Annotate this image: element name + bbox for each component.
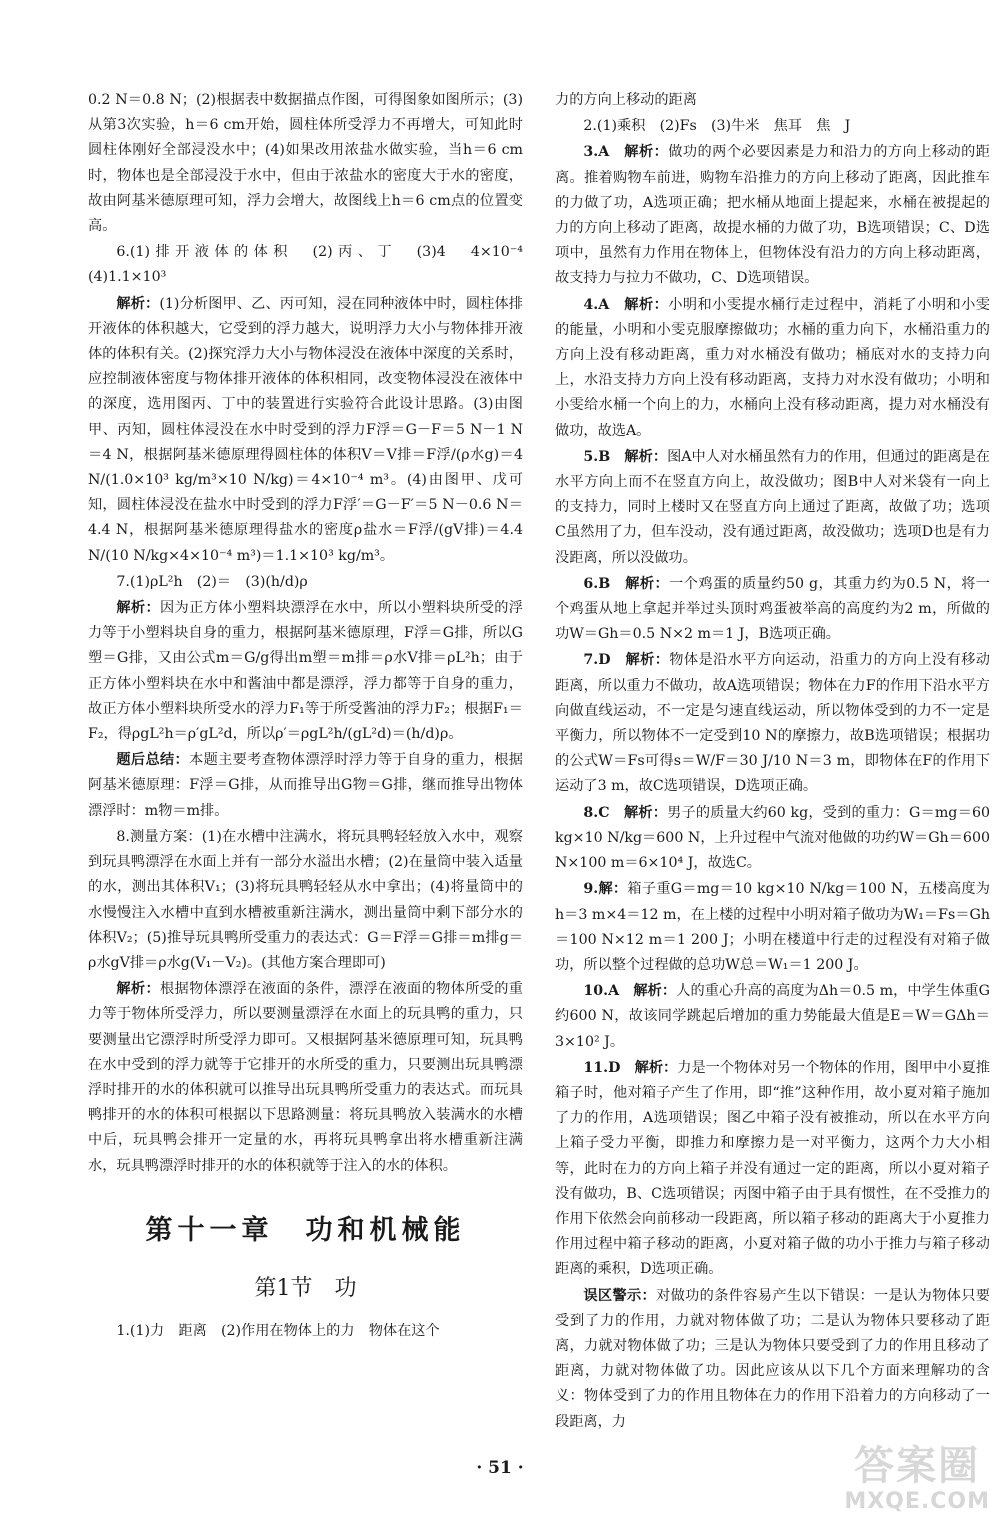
watermark-url: MXQE.COM xyxy=(844,1489,990,1514)
q7-answer: 7.(1)ρL²h (2)＝ (3)(h/d)ρ xyxy=(116,573,308,590)
q10-answer xyxy=(555,979,990,1055)
chapter-title: 第十一章 功和机械能 xyxy=(145,1214,466,1246)
answer-head: 5.B 解析： xyxy=(583,448,668,465)
watermark xyxy=(844,1443,990,1514)
answer-head: 9.解： xyxy=(583,881,628,898)
q8-analysis xyxy=(88,977,523,1179)
answer-head: 7.D 解析： xyxy=(583,652,670,669)
answer-head: 3.A 解析： xyxy=(583,144,669,161)
q8-answer xyxy=(555,801,990,877)
answer-head: 10.A 解析： xyxy=(583,983,677,1000)
answer-text: 物体是沿水平方向运动，沿重力的方向上没有移动距离，所以重力不做功，故A选项错误；物体在力F的作用下沿水平方向做直线运动，不一定是匀速直线运动，所以物体受到的力不一定是平衡力，所以物体不一定受到10 N的摩擦力，故B选项错误；根据功的公式W＝Fs可得s＝W/F＝30 J/10 N＝3 m，即物体在F的作用下运动了3 m，故C选项错误，D选项正确。 xyxy=(555,652,990,795)
analysis-label: 解析： xyxy=(116,981,160,998)
q3-answer xyxy=(555,140,990,291)
mistake-warning xyxy=(555,1284,990,1435)
answer-text: 小明和小雯提水桶行走过程中，消耗了小明和小雯的能量，小明和小雯克服摩擦做功；水桶的重力向下，水桶沿重力的方向上没有移动距离，重力对水桶没有做功；桶底对水的支持力向上，水沿支持力方向上没有移动距离，支持力对水没有做功；小明和小雯给水桶一个向上的力，水桶向上没有移动距离，提力对水桶没有做功，故选A。 xyxy=(555,296,990,439)
q7-analysis xyxy=(88,596,523,747)
q5-answer xyxy=(555,445,990,571)
q7-summary xyxy=(88,748,523,824)
section-title: 第1节 功 xyxy=(254,1275,357,1301)
answer-text: 图A中人对水桶虽然有力的作用，但通过的距离是在水平方向上而不在竖直方向上，故没做功；图B中人对米袋有一向上的支持力，同时上楼时又在竖直方向上通过了距离，故做了功；选项C虽然用了力，但车没动，没有通过距离，故没做功；选项D也是有力没距离，所以没做功。 xyxy=(555,448,990,566)
page-number: · 51 · xyxy=(476,1458,524,1478)
summary-text: 本题主要考查物体漂浮时浮力等于自身的重力，根据阿基米德原理：F浮＝G排，从而推导出G物＝G排，继而推导出物体漂浮时：m物＝m排。 xyxy=(88,752,523,819)
summary-label: 题后总结： xyxy=(116,752,190,769)
analysis-text: (1)分析图甲、乙、丙可知，浸在同种液体中时，圆柱体排开液体的体积越大，它受到的浮力越大，说明浮力大小与物体排开液体的体积有关。(2)探究浮力大小与物体浸没在液体中深度的关系时，应控制液体密度与物体排开液体的体积相同，改变物体浸没在液体中的深度，选用图丙、丁中的装置进行实验符合此设计思路。(3)由图甲、丙知，圆柱体浸没在水中时受到的浮力F浮＝G－F＝5 N－1 N＝4 N，根据阿基米德原理得圆柱体的体积V＝V排＝F浮/(ρ水g)＝4 N/(1.0×10³ kg/m³×10 N/kg)＝4×10⁻⁴ m³。(4)由图甲、戊可知，圆柱体浸没在盐水中时受到的浮力F浮′＝G－F′＝5 N－0.6 N＝4.4 N，根据阿基米德原理得盐水的密度ρ盐水＝F浮/(gV排)＝4.4 N/(10 N/kg×4×10⁻⁴ m³)＝1.1×10³ kg/m³。 xyxy=(88,295,523,564)
warning-label: 误区警示： xyxy=(583,1287,657,1304)
answer-text: 力是一个物体对另一个物体的作用，图甲中小夏推箱子时，他对箱子产生了作用，即“推”这种作用，故小夏对箱子施加了力的作用，A选项错误；图乙中箱子没有被推动，所以在水平方向上箱子受力平衡，即推力和摩擦力是一对平衡力，这两个力大小相等，此时在力的方向上箱子并没有通过一定的距离，所以小夏对箱子没有做功，B、C选项错误；丙图中箱子由于具有惯性，在不受推力的作用下依然会向前移动一段距离，所以箱子移动的距离大于小夏推力作用过程中箱子移动的距离，小夏对箱子做的功小于推力与箱子移动距离的乘积，D选项正确。 xyxy=(555,1059,990,1278)
q4-answer xyxy=(555,293,990,444)
q6-answer xyxy=(555,572,990,648)
analysis-label: 解析： xyxy=(116,600,160,617)
left-column xyxy=(88,88,538,1345)
right-column xyxy=(555,88,990,1436)
watermark-logo: 答案圈 xyxy=(854,1443,981,1489)
answer-text: 男子的质量大约60 kg，受到的重力：G＝mg＝60 kg×10 N/kg＝600 N，上升过程中气流对他做的功约W＝Gh＝600 N×100 m＝6×10⁴ J，故选C。 xyxy=(555,804,990,872)
q2-answer: 2.(1)乘积 (2)Fs (3)牛米 焦耳 焦 J xyxy=(583,118,851,135)
paragraph-continuation: 0.2 N＝0.8 N；(2)根据表中数据描点作图，可得图象如图所示；(3)从第3次实验，h＝6 cm开始，圆柱体所受浮力不再增大，可知此时圆柱体刚好全部浸没水中；(4)如果改用浓盐水做实验，当h＝6 cm时，物体也是全部浸没于水中，但由于浓盐水的密度大于水的密度，故由阿基米德原理可知，浮力会增大，故图线上h＝6 cm点的位置变高。 xyxy=(88,92,523,235)
analysis-label: 解析： xyxy=(116,295,160,312)
q7-answer xyxy=(555,648,990,799)
warning-text: 对做功的条件容易产生以下错误：一是认为物体只要受到了力的作用，力就对物体做了功；二是认为物体只要移动了距离，力就对物体做了功；三是认为物体只要受到了力的作用且移动了距离，力就对物体做了功。因此应该从以下几个方面来理解功的含义：物体受到了力的作用且物体在力的作用下沿着力的方向移动了一段距离，力 xyxy=(555,1287,990,1430)
answer-text: 做功的两个必要因素是力和沿力的方向上移动的距离。推着购物车前进，购物车沿推力的方向上移动了距离，因此推车的力做了功，A选项正确；把水桶从地面上提起来，水桶在被提起的力的方向上移动了距离，故提水桶的力做了功，B选项错误；C、D选项中，虽然有力作用在物体上，但物体没有沿力的方向上移动距离，故支持力与拉力不做功，C、D选项错误。 xyxy=(555,144,990,287)
q6-analysis xyxy=(88,292,523,569)
analysis-text: 因为正方体小塑料块漂浮在水中，所以小塑料块所受的浮力等于小塑料块自身的重力，根据阿基米德原理，F浮＝G排，所以G塑＝G排，又由公式m＝G/g得出m塑＝m排＝ρ水V排＝ρL²h；由于正方体小塑料块在水中和酱油中都是漂浮，浮力都等于自身的重力，故正方体小塑料块所受水的浮力F₁等于所受酱油的浮力F₂；根据F₁＝F₂，得ρgL²h＝ρ′gL²d，所以ρ′＝ρgL²h/(gL²d)＝(h/d)ρ。 xyxy=(88,600,523,743)
q1-continuation: 力的方向上移动的距离 xyxy=(555,92,697,108)
answer-text: 一个鸡蛋的质量约50 g，其重力约为0.5 N，将一个鸡蛋从地上拿起并举过头顶时鸡蛋被举高的高度约为2 m，所做的功W＝Gh＝0.5 N×2 m＝1 J，B选项正确。 xyxy=(555,575,990,643)
analysis-text: 根据物体漂浮在液面的条件，漂浮在液面的物体所受的重力等于物体所受浮力，所以要测量漂浮在水面上的玩具鸭的重力，只要测量出它漂浮时所受浮力即可。又根据阿基米德原理可知，玩具鸭在水中受到的浮力就等于它排开的水所受的重力，只要测出玩具鸭漂浮时排开的水的体积就可以推导出玩具鸭所受重力的表达式。而玩具鸭排开的水的体积可根据以下思路测量：将玩具鸭放入装满水的水槽中后，玩具鸭会排开一定量的水，再将玩具鸭拿出将水槽重新注满水，玩具鸭漂浮时排开的水的体积就等于注入的水的体积。 xyxy=(88,981,523,1174)
q11-answer xyxy=(555,1056,990,1283)
answer-text: 箱子重G＝mg＝10 kg×10 N/kg＝100 N，五楼高度为h＝3 m×4＝12 m，在上楼的过程中小明对箱子做功为W₁＝Fs＝Gh＝100 N×12 m＝1 200 J；小明在楼道中行走的过程没有对箱子做功，所以整个过程做的总功W总＝W₁＝1 200 J。 xyxy=(555,881,990,973)
answer-head: 6.B 解析： xyxy=(583,575,670,592)
answer-head: 4.A 解析： xyxy=(583,296,669,313)
q8-answer: 8.测量方案：(1)在水槽中注满水，将玩具鸭轻轻放入水中，观察到玩具鸭漂浮在水面上并有一部分水溢出水槽；(2)在量筒中装入适量的水，测出其体积V₁；(3)将玩具鸭轻轻从水中拿出；(4)将量筒中的水慢慢注入水槽中直到水槽被重新注满水，测出量筒中剩下部分水的体积V₂；(5)推导玩具鸭所受重力的表达式：G＝F浮＝G排＝m排g＝ρ水gV排＝ρ水g(V₁－V₂)。(其他方案合理即可) xyxy=(88,828,523,971)
answer-head: 11.D 解析： xyxy=(583,1059,678,1076)
q6-answer: 6.(1)排开液体的体积 (2)丙、丁 (3)4 4×10⁻⁴ (4)1.1×10³ xyxy=(88,244,538,286)
s1-q1-answer: 1.(1)力 距离 (2)作用在物体上的力 物体在这个 xyxy=(116,1322,440,1339)
q9-answer xyxy=(555,877,990,978)
answer-text: 人的重心升高的高度为Δh＝0.5 m，中学生体重G约600 N，故该同学跳起后增加的重力势能最大值是E＝W＝GΔh＝3×10² J。 xyxy=(555,983,990,1050)
answer-head: 8.C 解析： xyxy=(583,804,668,821)
